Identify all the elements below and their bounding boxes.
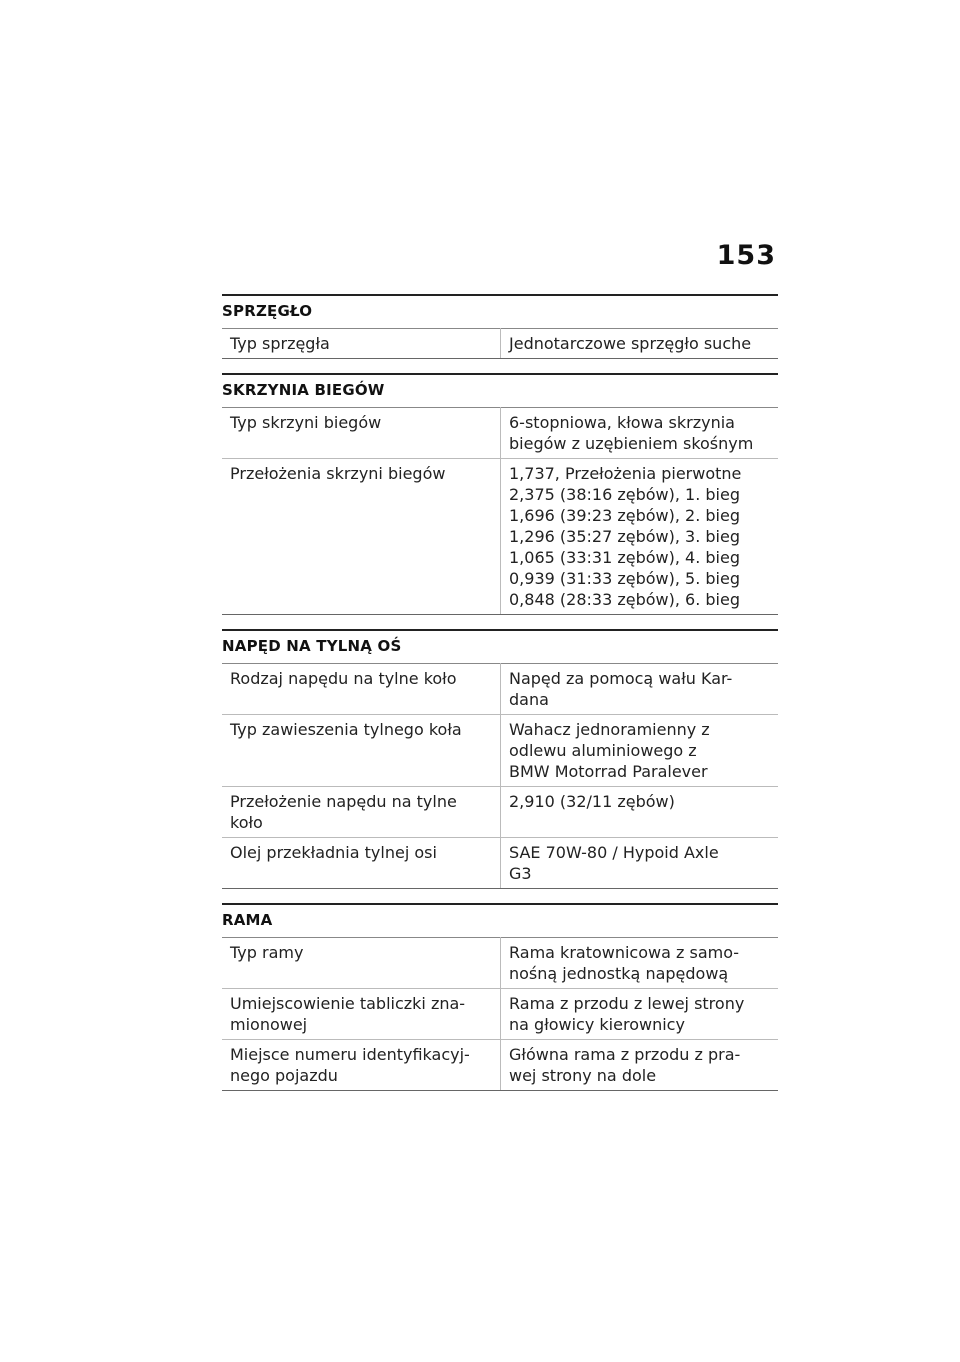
row-value: Rama kratownicowa z samo- nośną jednostką napędową bbox=[501, 938, 779, 989]
table-row bbox=[222, 664, 778, 715]
table-row bbox=[222, 938, 778, 989]
table-row bbox=[222, 838, 778, 889]
row-label: Typ skrzyni biegów bbox=[222, 408, 501, 459]
row-value: Rama z przodu z lewej strony na głowicy kierownicy bbox=[501, 989, 779, 1040]
table-row bbox=[222, 787, 778, 838]
table-row bbox=[222, 715, 778, 787]
spec-table bbox=[222, 328, 778, 359]
table-row bbox=[222, 1040, 778, 1091]
section-title: SPRZĘGŁO bbox=[222, 294, 778, 328]
row-label: Przełożenie napędu na tylne koło bbox=[222, 787, 501, 838]
row-value: 1,737, Przełożenia pierwotne 2,375 (38:16 zębów), 1. bieg 1,696 (39:23 zębów), 2. bieg 1,296 (35:27 zębów), 3. bieg 1,065 (33:31 zębów), 4. bieg 0,939 (31:33 zębów), 5. bieg 0,848 (28:33 zębów), 6. bieg bbox=[501, 459, 779, 615]
row-value: Jednotarczowe sprzęgło suche bbox=[501, 329, 779, 359]
row-value: Główna rama z przodu z pra- wej strony na dole bbox=[501, 1040, 779, 1091]
row-label: Przełożenia skrzyni biegów bbox=[222, 459, 501, 615]
row-label: Rodzaj napędu na tylne koło bbox=[222, 664, 501, 715]
table-row bbox=[222, 408, 778, 459]
row-label: Miejsce numeru identyfikacyj- nego pojazdu bbox=[222, 1040, 501, 1091]
section-title: NAPĘD NA TYLNĄ OŚ bbox=[222, 629, 778, 663]
row-value: Wahacz jednoramienny z odlewu aluminiowego z BMW Motorrad Paralever bbox=[501, 715, 779, 787]
page-number: 153 bbox=[716, 240, 776, 271]
row-label: Typ zawieszenia tylnego koła bbox=[222, 715, 501, 787]
spec-table bbox=[222, 937, 778, 1091]
spec-content bbox=[222, 294, 778, 1105]
section-clutch bbox=[222, 294, 778, 359]
section-frame bbox=[222, 903, 778, 1091]
row-value: SAE 70W-80 / Hypoid Axle G3 bbox=[501, 838, 779, 889]
section-gearbox bbox=[222, 373, 778, 615]
spec-table bbox=[222, 663, 778, 889]
table-row bbox=[222, 989, 778, 1040]
section-title: SKRZYNIA BIEGÓW bbox=[222, 373, 778, 407]
section-rear-drive bbox=[222, 629, 778, 889]
spec-table bbox=[222, 407, 778, 615]
row-value: 6-stopniowa, kłowa skrzynia biegów z uzębieniem skośnym bbox=[501, 408, 779, 459]
row-label: Typ ramy bbox=[222, 938, 501, 989]
section-title: RAMA bbox=[222, 903, 778, 937]
row-value: 2,910 (32/11 zębów) bbox=[501, 787, 779, 838]
row-label: Typ sprzęgła bbox=[222, 329, 501, 359]
row-label: Umiejscowienie tabliczki zna- mionowej bbox=[222, 989, 501, 1040]
row-label: Olej przekładnia tylnej osi bbox=[222, 838, 501, 889]
table-row bbox=[222, 459, 778, 615]
table-row bbox=[222, 329, 778, 359]
row-value: Napęd za pomocą wału Kar- dana bbox=[501, 664, 779, 715]
